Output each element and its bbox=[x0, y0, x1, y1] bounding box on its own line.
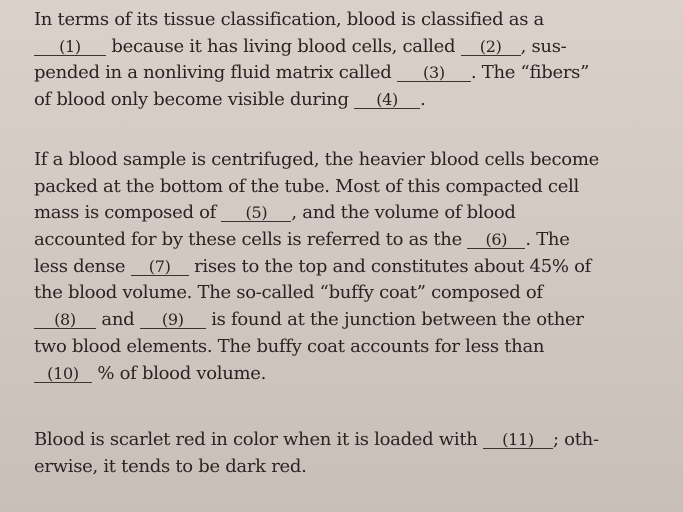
blank-3[interactable]: (3) bbox=[397, 65, 471, 82]
text-line bbox=[34, 310, 584, 330]
text: . The “fibers” bbox=[470, 62, 589, 83]
text: . bbox=[420, 89, 426, 110]
text: packed at the bottom of the tube. Most of this compacted cell bbox=[34, 176, 579, 197]
text: less dense bbox=[34, 256, 131, 277]
text: erwise, it tends to be dark red. bbox=[34, 456, 307, 477]
text: If a blood sample is centrifuged, the heavier blood cells become bbox=[34, 149, 599, 170]
text-line bbox=[34, 37, 566, 57]
blank-6[interactable]: (6) bbox=[467, 232, 525, 249]
text: rises to the top and constitutes about 45% of bbox=[188, 256, 591, 277]
text-line bbox=[34, 364, 266, 384]
text: accounted for by these cells is referred to as the bbox=[34, 229, 468, 250]
text-line bbox=[34, 283, 543, 303]
blank-8[interactable]: (8) bbox=[34, 312, 96, 329]
blank-7[interactable]: (7) bbox=[131, 259, 189, 276]
text: , sus- bbox=[520, 36, 567, 57]
text-line bbox=[34, 150, 599, 170]
blank-11[interactable]: (11) bbox=[483, 432, 553, 449]
text-line bbox=[34, 257, 591, 277]
text-line bbox=[34, 90, 426, 110]
text: and bbox=[96, 309, 140, 330]
text: , and the volume of blood bbox=[291, 202, 516, 223]
text: pended in a nonliving fluid matrix called bbox=[34, 62, 397, 83]
text: two blood elements. The buffy coat accounts for less than bbox=[34, 336, 545, 357]
text: % of blood volume. bbox=[92, 363, 267, 384]
text: the blood volume. The so-called “buffy coat” composed of bbox=[34, 282, 543, 303]
text: In terms of its tissue classification, blood is classified as a bbox=[34, 9, 544, 30]
text: because it has living blood cells, called bbox=[106, 36, 461, 57]
text: is found at the junction between the other bbox=[205, 309, 584, 330]
text: Blood is scarlet red in color when it is loaded with bbox=[34, 429, 483, 450]
text-line bbox=[34, 10, 544, 30]
text-line bbox=[34, 430, 599, 450]
text: ; oth- bbox=[553, 429, 599, 450]
text-line bbox=[34, 337, 544, 357]
text: . The bbox=[525, 229, 570, 250]
text-line bbox=[34, 177, 579, 197]
text: mass is composed of bbox=[34, 202, 222, 223]
blank-1[interactable]: (1) bbox=[34, 39, 106, 56]
text-line bbox=[34, 203, 516, 223]
blank-4[interactable]: (4) bbox=[354, 92, 420, 109]
blank-10[interactable]: (10) bbox=[34, 366, 92, 383]
text-line bbox=[34, 63, 589, 83]
blank-5[interactable]: (5) bbox=[221, 205, 291, 222]
blank-2[interactable]: (2) bbox=[461, 39, 521, 56]
text-line bbox=[34, 230, 570, 250]
blank-9[interactable]: (9) bbox=[140, 312, 206, 329]
text-line bbox=[34, 457, 307, 477]
text: of blood only become visible during bbox=[34, 89, 355, 110]
